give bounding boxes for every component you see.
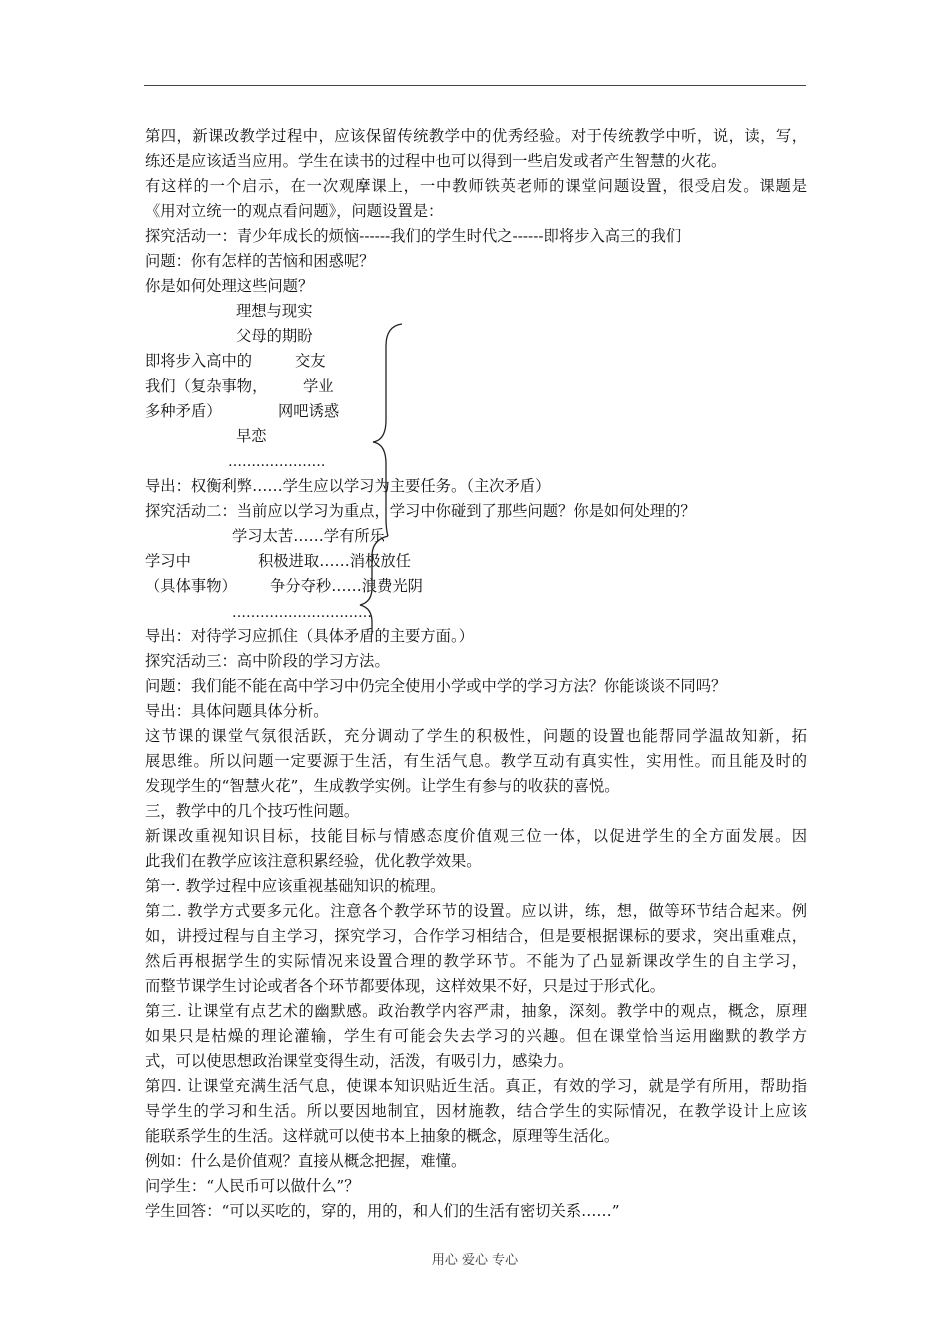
point-line: 第三. 让课堂有点艺术的幽默感。政治教学内容严肃，抽象，深刻。教学中的观点，概念，原理 [145, 1002, 807, 1020]
activity1-item: 早恋 [236, 427, 267, 445]
activity1-item: 学业 [303, 377, 334, 395]
point-line: 第二. 教学方式要多元化。注意各个教学环节的设置。应以讲，练，想，做等环节结合起来。例 [145, 902, 807, 920]
ask-line: 问学生：“人民币可以做什么”？ [145, 1177, 360, 1195]
activity1-left-label: 我们（复杂事物， [145, 377, 268, 395]
example-line: 例如：什么是价值观？直接从概念把握，难懂。 [145, 1152, 467, 1170]
activity1-item: ……..…………. [228, 454, 326, 470]
activity2-item: 积极进取……消极放任 [258, 552, 411, 570]
answer-line: 学生回答：“可以买吃的，穿的，用的，和人们的生活有密切关系……” [145, 1202, 620, 1220]
activity1-left-label: 多种矛盾） [145, 402, 222, 420]
point-line: 如，讲授过程与自主学习，探究学习，合作学习相结合，但是要根据课标的要求，突出重难点， [145, 927, 807, 945]
point-line: 第一. 教学过程中应该重视基础知识的梳理。 [145, 877, 446, 895]
activity2-item: 学习太苦……学有所乐 [232, 527, 385, 545]
activity1-item: 交友 [295, 352, 326, 370]
paragraph-line: 此我们在教学应该注意积累经验，优化教学效果。 [145, 852, 482, 870]
section-heading: 三，教学中的几个技巧性问题。 [145, 802, 360, 820]
paragraph-line: 练还是应该适当应用。学生在读书的过程中也可以得到一些启发或者产生智慧的火花。 [145, 152, 727, 170]
activity1-conclusion: 导出：权衡利弊……学生应以学习为主要任务。（主次矛盾） [145, 477, 551, 495]
activity1-left-label: 即将步入高中的 [145, 352, 253, 370]
activity1-item: 理想与现实 [236, 302, 313, 320]
brace-activity1 [373, 324, 402, 536]
activity1-question: 问题：你有怎样的苦恼和困惑呢？ [145, 252, 375, 270]
activity1-question2: 你是如何处理这些问题？ [145, 277, 314, 295]
paragraph-line: 展思维。所以问题一定要源于生活，有生活气息。教学互动有真实性，实用性。而且能及时的 [145, 752, 807, 770]
activity1-item: 网吧诱惑 [278, 402, 340, 420]
point-line: 然后再根据学生的实际情况来设置合理的教学环节。不能为了凸显新课改学生的自主学习， [145, 952, 807, 970]
paragraph-line: 第四，新课改教学过程中，应该保留传统教学中的优秀经验。对于传统教学中听，说，读，写， [145, 127, 807, 145]
activity2-conclusion: 导出：对待学习应抓住（具体矛盾的主要方面。） [145, 627, 474, 645]
activity2-left-label: 学习中 [145, 552, 191, 570]
point-line: 第四. 让课堂充满生活气息，使课本知识贴近生活。真正，有效的学习，就是学有所用，帮助指 [145, 1077, 807, 1095]
point-line: 能联系学生的生活。这样就可以使书本上抽象的概念，原理等生活化。 [145, 1127, 620, 1145]
activity2-title: 探究活动二：当前应以学习为重点，学习中你碰到了那些问题？你是如何处理的？ [145, 502, 696, 520]
brace-activity2 [360, 536, 388, 634]
paragraph-line: 这节课的课堂气氛很活跃，充分调动了学生的积极性，问题的设置也能帮同学温故知新，拓 [145, 727, 807, 745]
point-line: 如果只是枯燥的理论灌输，学生有可能会失去学习的兴趣。但在课堂恰当运用幽默的教学方 [145, 1027, 807, 1045]
activity2-left-label: （具体事物） [145, 577, 237, 595]
activity1-title: 探究活动一：青少年成长的烦恼------我们的学生时代之------即将步入高三的我们 [145, 227, 682, 245]
point-line: 导学生的学习和生活。所以要因地制宜，因材施教，结合学生的实际情况，在教学设计上应该 [145, 1102, 807, 1120]
activity3-question: 问题：我们能不能在高中学习中仍完全使用小学或中学的学习方法？你能谈谈不同吗？ [145, 677, 727, 695]
activity2-item: ………………………… [232, 605, 372, 621]
paragraph-line: 《用对立统一的观点看问题》，问题设置是： [145, 202, 444, 220]
activity3-conclusion: 导出：具体问题具体分析。 [145, 702, 329, 720]
activity1-item: 父母的期盼 [236, 327, 313, 345]
paragraph-line: 发现学生的“智慧火花”，生成教学实例。让学生有参与的收获的喜悦。 [145, 777, 620, 795]
page-footer: 用心 爱心 专心 [431, 1253, 519, 1268]
activity2-item: 争分夺秒……浪费光阴 [270, 577, 423, 595]
point-line: 而整节课学生讨论或者各个环节都要体现，这样效果不好，只是过于形式化。 [145, 977, 666, 995]
point-line: 式，可以使思想政治课堂变得生动，活泼，有吸引力，感染力。 [145, 1052, 574, 1070]
paragraph-line: 新课改重视知识目标，技能目标与情感态度价值观三位一体，以促进学生的全方面发展。因 [145, 827, 807, 845]
activity3-title: 探究活动三：高中阶段的学习方法。 [145, 652, 390, 670]
paragraph-line: 有这样的一个启示，在一次观摩课上，一中教师铁英老师的课堂问题设置，很受启发。课题是 [145, 177, 807, 195]
